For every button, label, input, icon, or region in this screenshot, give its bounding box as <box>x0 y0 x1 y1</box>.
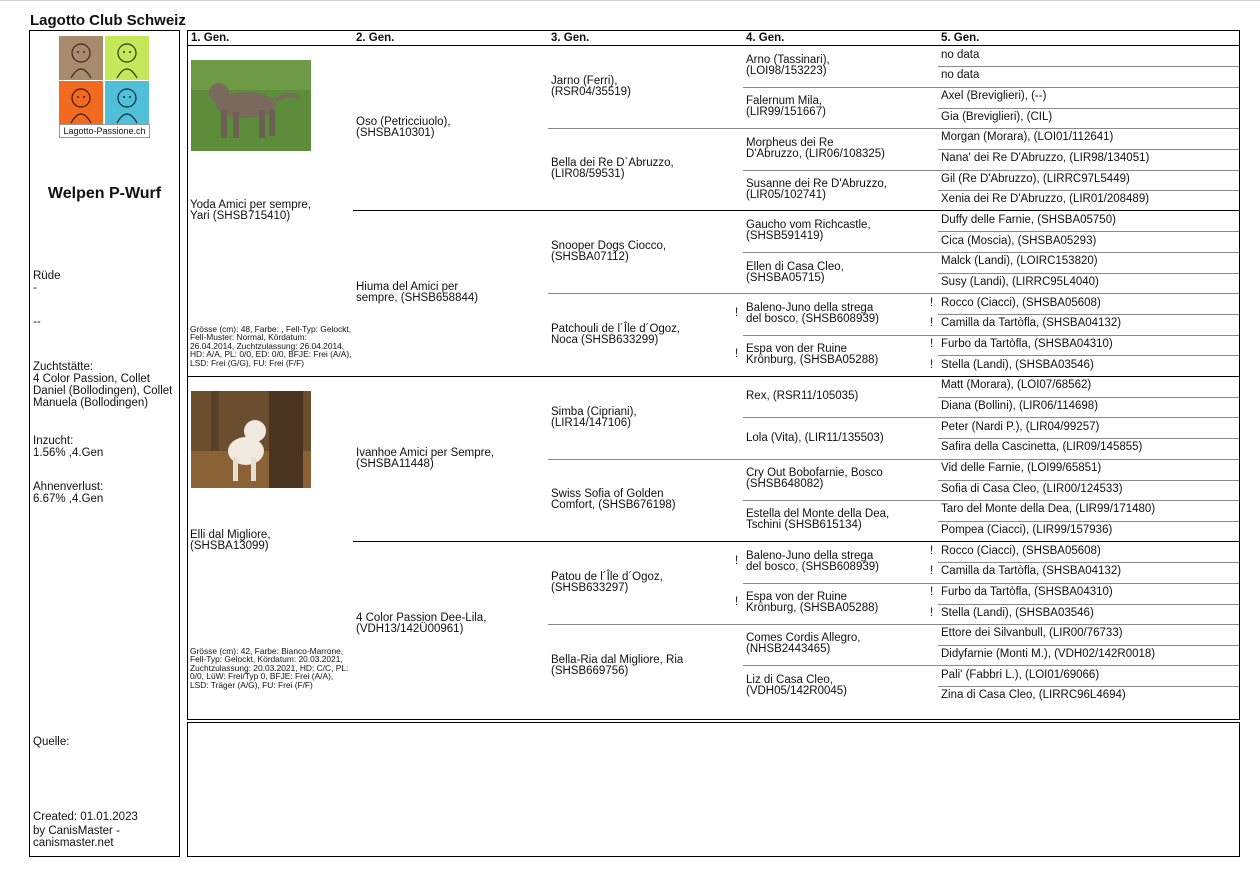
gen4-divider <box>743 335 1239 336</box>
gen4-ancestor: Espa von der Ruine Krönburg, (SHSBA05288) <box>746 591 879 614</box>
logo-caption: Lagotto-Passione.ch <box>59 124 150 138</box>
dashes-value: -- <box>33 316 41 328</box>
gen5-divider <box>938 149 1239 150</box>
gen5-ancestor: Safira della Cascinetta, (LIR09/145855) <box>941 441 1143 453</box>
inbreeding-label: Inzucht: <box>33 435 74 447</box>
club-title: Lagotto Club Schweiz <box>30 12 186 29</box>
gen3-ancestor: Snooper Dogs Ciocco, (SHSBA07112) <box>551 240 667 263</box>
gen3-divider <box>548 128 1239 129</box>
gen5-divider <box>938 273 1239 274</box>
gen4-ancestor: Arno (Tassinari), (LOI98/153223) <box>746 54 830 77</box>
logo-dog-orange-icon <box>59 81 103 125</box>
gen5-ancestor: Camilla da Tartòfla, (SHSBA04132) <box>941 317 1122 329</box>
gen3-divider <box>548 293 1239 294</box>
gen5-divider <box>938 355 1239 356</box>
litter-info-panel <box>29 30 180 857</box>
gen5-divider <box>938 480 1239 481</box>
gen5-divider <box>938 314 1239 315</box>
gen5-ancestor: Matt (Morara), (LOI07/68562) <box>941 379 1092 391</box>
gen5-ancestor: Furbo da Tartòfla, (SHSBA04310) <box>941 338 1113 350</box>
dam-details: Grösse (cm): 42, Farbe: Bianco-Marrone, Fell-Typ: Gelockt, Kördatum: 20.03.2021, Zuchtzulassung: 20.03.2021, HD: C/C, PL: 0/0, LüW: Frei/Typ 0, BFJE: Frei (A/A), LSD: Träger (A/G), FU: Frei (F/F) <box>190 646 349 690</box>
gen4-divider <box>743 417 1239 418</box>
duplicate-ancestor-mark: ! <box>930 338 934 350</box>
gen2-divider <box>353 541 1239 542</box>
duplicate-ancestor-mark: ! <box>930 586 934 598</box>
gen3-ancestor: Patou de l´Île d´Ogoz, (SHSB633297) <box>551 571 663 594</box>
gen5-ancestor: Stella (Landi), (SHSBA03546) <box>941 607 1094 619</box>
gen5-ancestor: Vid delle Farnie, (LOI99/65851) <box>941 462 1102 474</box>
logo-dog-brown-icon <box>59 36 103 80</box>
gen5-ancestor: Susy (Landi), (LIRRC95L4040) <box>941 276 1099 288</box>
gen2-header: 2. Gen. <box>356 32 395 44</box>
sire-dam-divider <box>188 376 1239 377</box>
gen5-ancestor: Sofia di Casa Cleo, (LIR00/124533) <box>941 483 1123 495</box>
sex-value: - <box>33 282 37 294</box>
gen4-ancestor: Espa von der Ruine Krönburg, (SHSBA05288) <box>746 343 879 366</box>
gen5-ancestor: Ettore dei Silvanbull, (LIR00/76733) <box>941 627 1123 639</box>
gen3-ancestor: Swiss Sofia of Golden Comfort, (SHSB676198) <box>551 488 676 511</box>
gen4-divider <box>743 170 1239 171</box>
gen4-ancestor: Baleno-Juno della strega del bosco, (SHSB608939) <box>746 302 879 325</box>
gen4-ancestor: Liz di Casa Cleo, (VDH05/142R0045) <box>746 674 848 697</box>
gen5-divider <box>938 438 1239 439</box>
gen2-ancestor: Ivanhoe Amici per Sempre, (SHSBA11448) <box>356 447 495 470</box>
gen5-ancestor: Stella (Landi), (SHSBA03546) <box>941 359 1094 371</box>
ancestor-loss-label: Ahnenverlust: <box>33 481 104 493</box>
gen5-ancestor: Rocco (Ciacci), (SHSBA05608) <box>941 545 1101 557</box>
gen5-ancestor: Rocco (Ciacci), (SHSBA05608) <box>941 297 1101 309</box>
gen2-divider <box>353 210 1239 211</box>
gen5-divider <box>938 66 1239 67</box>
gen4-header: 4. Gen. <box>746 32 785 44</box>
gen5-divider <box>938 108 1239 109</box>
gen4-ancestor: Falernum Mila, (LIR99/151667) <box>746 95 826 118</box>
gen4-ancestor: Comes Cordis Allegro, (NHSB2443465) <box>746 632 861 655</box>
gen4-ancestor: Baleno-Juno della strega del bosco, (SHSB608939) <box>746 550 879 573</box>
gen5-divider <box>938 190 1239 191</box>
gen4-divider <box>743 87 1239 88</box>
gen4-divider <box>743 665 1239 666</box>
gen3-ancestor: Simba (Cipriani), (LIR14/147106) <box>551 406 637 429</box>
gen5-ancestor: Taro del Monte della Dea, (LIR99/171480) <box>941 503 1156 515</box>
gen5-divider <box>938 604 1239 605</box>
gen5-divider <box>938 231 1239 232</box>
gen5-ancestor: Diana (Bollini), (LIR06/114698) <box>941 400 1099 412</box>
gen3-ancestor: Jarno (Ferri), (RSR04/35519) <box>551 75 631 98</box>
gen4-ancestor: Susanne dei Re D'Abruzzo, (LIR05/102741) <box>746 178 887 201</box>
gen3-divider <box>548 624 1239 625</box>
sire-details: Grösse (cm): 48, Farbe: , Fell-Typ: Gelockt, Fell-Muster: Normal, Kördatum: 26.04.2014, Zuchtzulassung: 26.04.2014, HD: A/A, PL: 0/0, ED: 0/0, BFJE: Frei (A/A), LSD: Frei (G/G), FU: Frei (F/F) <box>190 324 352 368</box>
duplicate-ancestor-mark: ! <box>930 359 934 371</box>
gen4-ancestor: Cry Out Bobofarnie, Bosco (SHSB648082) <box>746 467 883 490</box>
gen5-ancestor: Camilla da Tartòfla, (SHSBA04132) <box>941 565 1122 577</box>
gen1-dam: Elli dal Migliore, (SHSBA13099) <box>190 529 271 552</box>
gen5-ancestor: Axel (Breviglieri), (--) <box>941 90 1047 102</box>
gen5-ancestor: Cica (Moscia), (SHSBA05293) <box>941 235 1097 247</box>
gen5-divider <box>938 397 1239 398</box>
gen2-ancestor: 4 Color Passion Dee-Lila, (VDH13/142Ü00961) <box>356 612 487 635</box>
gen4-ancestor: Rex, (RSR11/105035) <box>746 390 859 402</box>
gen4-ancestor: Morpheus dei Re D'Abruzzo, (LIR06/108325) <box>746 137 885 160</box>
gen5-ancestor: Xenia dei Re D'Abruzzo, (LIR01/208489) <box>941 193 1150 205</box>
gen4-divider <box>743 583 1239 584</box>
gen4-divider <box>743 252 1239 253</box>
duplicate-ancestor-mark: ! <box>930 297 934 309</box>
sire-photo <box>191 60 311 151</box>
duplicate-ancestor-mark: ! <box>735 307 739 319</box>
gen5-ancestor: Gia (Breviglieri), (CIL) <box>941 111 1053 123</box>
gen5-divider <box>938 686 1239 687</box>
gen3-ancestor: Bella-Ria dal Migliore, Ria (SHSB669756) <box>551 654 684 677</box>
duplicate-ancestor-mark: ! <box>930 565 934 577</box>
litter-title: Welpen P-Wurf <box>47 185 162 202</box>
gen3-header: 3. Gen. <box>551 32 590 44</box>
gen5-ancestor: no data <box>941 69 980 81</box>
gen4-ancestor: Ellen di Casa Cleo, (SHSBA05715) <box>746 261 844 284</box>
dam-photo <box>191 391 311 488</box>
gen4-ancestor: Lola (Vita), (LIR11/135503) <box>746 432 884 444</box>
logo-dog-blue-icon <box>105 81 149 125</box>
source-label: Quelle: <box>33 736 70 748</box>
header-divider <box>188 45 1239 46</box>
gen1-header: 1. Gen. <box>191 32 230 44</box>
created-date: Created: 01.01.2023 <box>33 811 138 823</box>
pedigree-table <box>187 30 1240 720</box>
duplicate-ancestor-mark: ! <box>930 545 934 557</box>
gen4-ancestor: Estella del Monte della Dea, Tschini (SHSB615134) <box>746 508 890 531</box>
gen5-ancestor: Pompea (Ciacci), (LIR99/157936) <box>941 524 1113 536</box>
gen5-ancestor: Gil (Re D'Abruzzo), (LIRRC97L5449) <box>941 173 1130 185</box>
kennel-value: 4 Color Passion, Collet Daniel (Bollodingen), Collet Manuela (Bollodingen) <box>33 373 173 409</box>
gen5-ancestor: Malck (Landi), (LOIRC153820) <box>941 255 1098 267</box>
gen5-divider <box>938 645 1239 646</box>
gen2-ancestor: Hiuma del Amici per sempre, (SHSB658844) <box>356 281 479 304</box>
ancestor-loss-value: 6.67% ,4.Gen <box>33 493 104 505</box>
gen5-ancestor: Morgan (Morara), (LOI01/112641) <box>941 131 1114 143</box>
gen5-ancestor: Duffy delle Farnie, (SHSBA05750) <box>941 214 1116 226</box>
gen5-divider <box>938 562 1239 563</box>
lagotto-passione-logo <box>59 36 150 140</box>
inbreeding-value: 1.56% ,4.Gen <box>33 447 104 459</box>
gen3-ancestor: Bella dei Re D`Abruzzo, (LIR08/59531) <box>551 157 674 180</box>
duplicate-ancestor-mark: ! <box>735 348 739 360</box>
source-box <box>187 722 1240 857</box>
top-divider <box>0 0 1260 1</box>
gen5-ancestor: no data <box>941 49 980 61</box>
duplicate-ancestor-mark: ! <box>930 317 934 329</box>
gen4-ancestor: Gaucho vom Richcastle, (SHSB591419) <box>746 219 871 242</box>
duplicate-ancestor-mark: ! <box>735 596 739 608</box>
sex-label: Rüde <box>33 270 61 282</box>
gen3-divider <box>548 459 1239 460</box>
gen1-sire: Yoda Amici per sempre, Yari (SHSB715410) <box>190 199 312 222</box>
logo-dog-green-icon <box>105 36 149 80</box>
gen5-ancestor: Nana' dei Re D'Abruzzo, (LIR98/134051) <box>941 152 1150 164</box>
gen5-ancestor: Pali' (Fabbri L.), (LOI01/69066) <box>941 669 1100 681</box>
duplicate-ancestor-mark: ! <box>735 555 739 567</box>
gen3-ancestor: Patchouli de l´Île d´Ogoz, Noca (SHSB633299) <box>551 323 681 346</box>
gen5-divider <box>938 521 1239 522</box>
gen5-ancestor: Furbo da Tartòfla, (SHSBA04310) <box>941 586 1113 598</box>
gen5-ancestor: Didyfarnie (Monti M.), (VDH02/142R0018) <box>941 648 1156 660</box>
kennel-label: Zuchtstätte: <box>33 361 94 373</box>
created-by: by CanisMaster - canismaster.net <box>33 825 120 849</box>
gen2-ancestor: Oso (Petricciuolo), (SHSBA10301) <box>356 116 451 139</box>
duplicate-ancestor-mark: ! <box>930 607 934 619</box>
gen5-header: 5. Gen. <box>941 32 980 44</box>
gen5-ancestor: Peter (Nardi P.), (LIR04/99257) <box>941 421 1100 433</box>
gen5-ancestor: Zina di Casa Cleo, (LIRRC96L4694) <box>941 689 1126 701</box>
gen4-divider <box>743 500 1239 501</box>
